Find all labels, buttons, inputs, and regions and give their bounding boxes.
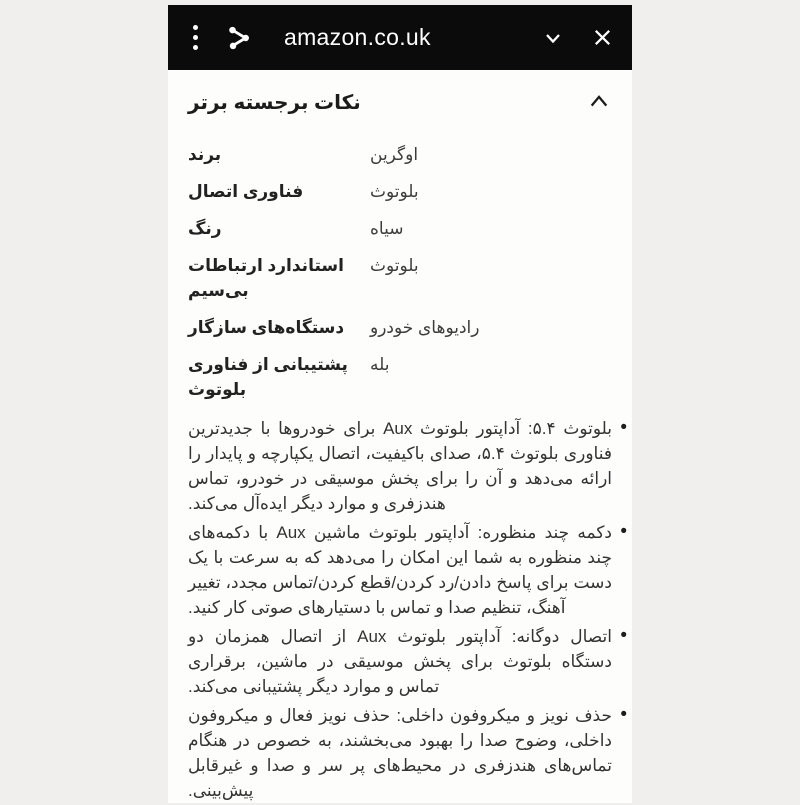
kebab-menu-icon xyxy=(193,45,198,50)
share-icon xyxy=(226,25,252,51)
table-row xyxy=(188,142,612,167)
table-row xyxy=(188,352,612,402)
section-title: نکات برجسته برتر xyxy=(188,92,361,114)
table-row xyxy=(188,315,612,340)
overflow-menu-button[interactable] xyxy=(186,21,204,55)
top-highlights-accordion-header[interactable] xyxy=(188,90,612,116)
browser-window xyxy=(168,5,632,803)
fact-label: فناوری اتصال xyxy=(188,182,304,201)
collapse-tab-button[interactable] xyxy=(541,26,565,50)
table-row xyxy=(188,179,612,204)
kebab-menu-icon xyxy=(193,35,198,40)
fact-value: سیاه xyxy=(370,219,404,238)
fact-label: برند xyxy=(188,145,222,164)
browser-header xyxy=(168,5,632,70)
product-facts-table xyxy=(188,142,612,402)
fact-value: بلوتوث xyxy=(370,182,419,201)
fact-value: رادیوهای خودرو xyxy=(370,318,480,337)
fact-value: بلوتوث xyxy=(370,256,419,275)
feature-bullet: • حذف نویز و میکروفون داخلی: حذف نویز فعال و میکروفون داخلی، وضوح صدا را بهبود می‌بخشند، به خصوص در هنگام تماس‌های هندزفری در محیط‌های پر سر و صدا و غیرقابل پیش‌بینی. xyxy=(188,703,612,803)
fact-label: رنگ xyxy=(188,219,222,238)
table-row xyxy=(188,253,612,303)
close-tab-button[interactable] xyxy=(591,26,614,49)
feature-bullet: • اتصال دوگانه: آداپتور بلوتوث Aux از اتصال همزمان دو دستگاه بلوتوث برای پخش موسیقی در ماشین، برقراری تماس و موارد دیگر پشتیبانی می‌کند. xyxy=(188,624,612,699)
fact-value: اوگرین xyxy=(370,145,419,164)
chevron-up-icon xyxy=(588,92,610,110)
chevron-down-icon xyxy=(541,26,565,50)
page-url-title: amazon.co.uk xyxy=(284,24,431,50)
feature-bullet-list xyxy=(188,416,612,803)
fact-label: پشتیبانی از فناوری بلوتوث xyxy=(188,355,348,399)
kebab-menu-icon xyxy=(193,25,198,30)
feature-bullet: • بلوتوث ۵.۴: آداپتور بلوتوث Aux برای خودروها با جدیدترین فناوری بلوتوث ۵.۴، صدای باکیفیت، اتصال یکپارچه و پایدار را ارائه می‌دهد و آن را برای پخش موسیقی در خودرو، تماس هندزفری و موارد دیگر ایده‌آل می‌کند. xyxy=(188,416,612,516)
fact-label: استاندارد ارتباطات بی‌سیم xyxy=(188,256,344,300)
share-button[interactable] xyxy=(226,25,252,51)
close-icon xyxy=(591,26,614,49)
fact-value: بله xyxy=(370,355,390,374)
product-details-panel xyxy=(168,70,632,803)
table-row xyxy=(188,216,612,241)
collapse-section-button[interactable] xyxy=(586,90,612,112)
feature-bullet: • دکمه چند منظوره: آداپتور بلوتوث ماشین Aux با دکمه‌های چند منظوره به شما این امکان را می‌دهد که به سرعت با یک دست برای پاسخ دادن/رد کردن/قطع کردن/تماس مجدد، تغییر آهنگ، تنظیم صدا و تماس با دستیارهای صوتی کار کنید. xyxy=(188,520,612,620)
fact-label: دستگاه‌های سازگار xyxy=(188,318,345,337)
